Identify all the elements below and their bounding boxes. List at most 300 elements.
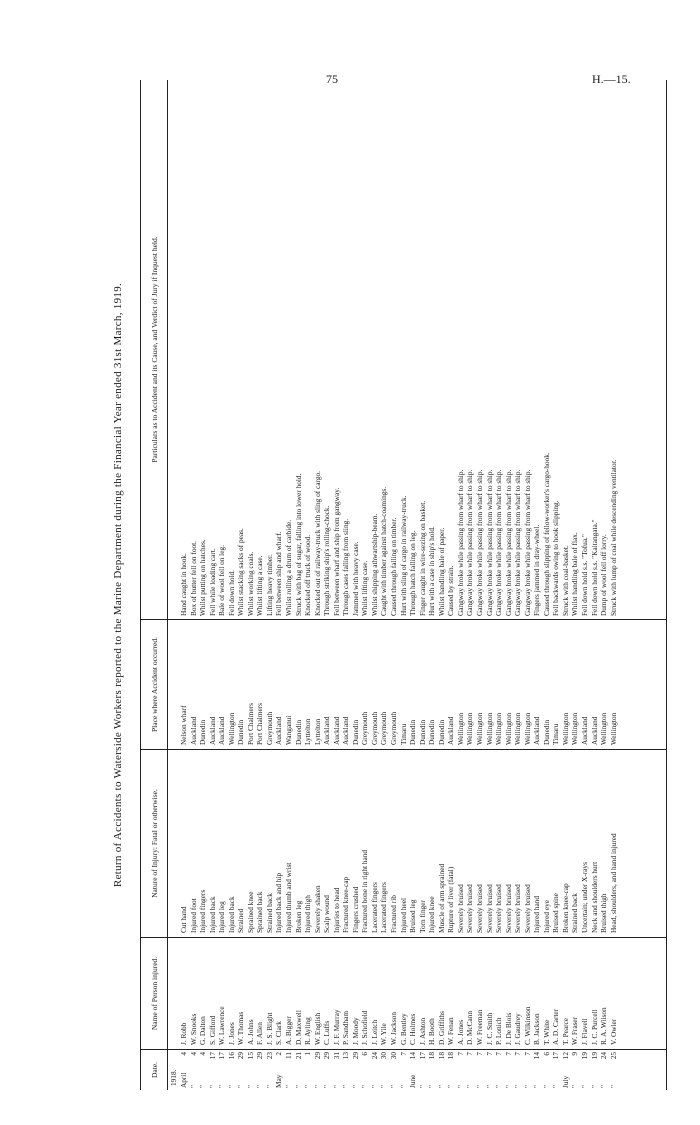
row-place: Greymouth — [369, 711, 379, 745]
table-body — [169, 80, 618, 1090]
row-name: J. Schofield — [360, 1010, 370, 1045]
row-day: 29 — [255, 1052, 265, 1060]
row-particulars: Lifting heavy timber. — [264, 554, 274, 616]
table-row — [609, 80, 619, 1090]
row-place: Dunedin — [350, 719, 360, 745]
row-day: 6 — [541, 1052, 551, 1056]
row-particulars: Struck with coal-basket. — [560, 545, 570, 616]
row-particulars: Hand caught in hook. — [179, 553, 188, 616]
row-day: 23 — [264, 1052, 274, 1060]
table-row — [465, 80, 475, 1090]
row-month: " — [198, 1085, 208, 1088]
row-particulars: Gangway broke while passing from wharf to ship. — [503, 469, 513, 616]
row-particulars: Through hatch falling on leg. — [408, 530, 418, 616]
row-day: 24 — [599, 1052, 609, 1060]
table-header — [141, 80, 168, 1090]
row-day: 7 — [484, 1052, 494, 1056]
table-row — [580, 80, 590, 1090]
row-day: 7 — [465, 1052, 475, 1056]
row-place: Greymouth — [360, 711, 370, 745]
row-particulars: Hurt with a case in ship's hold. — [427, 526, 437, 616]
row-day: 29 — [312, 1052, 322, 1060]
row-injury: Injuries to head — [331, 887, 341, 933]
row-name: G. Bentley — [398, 1013, 408, 1045]
row-month: " — [551, 1085, 561, 1088]
row-injury: Sprained back — [255, 891, 265, 933]
table-row — [332, 80, 342, 1090]
row-injury: Injured knee — [427, 896, 437, 933]
table-row — [570, 80, 580, 1090]
row-injury: Head, shoulders, and hand injured — [608, 833, 618, 933]
row-place: Port Chalmers — [245, 703, 255, 745]
row-day: 2 — [274, 1052, 284, 1056]
row-name: J. C. Smith — [484, 1012, 494, 1045]
row-particulars: Fell between wharf and ship from gangway. — [331, 487, 341, 616]
row-month: " — [341, 1085, 351, 1088]
row-month: " — [599, 1085, 609, 1088]
table-row — [542, 80, 552, 1090]
row-month: " — [303, 1085, 313, 1088]
row-name: D. Griffiths — [436, 1011, 446, 1045]
row-place: Wellington — [474, 712, 484, 745]
row-particulars: Through cases falling from sling. — [341, 518, 351, 616]
row-day: 14 — [532, 1052, 542, 1060]
row-place: Auckland — [589, 716, 599, 745]
row-place: Dunedin — [541, 719, 551, 745]
row-injury: Scalp wound — [322, 895, 332, 933]
row-day: 29 — [236, 1052, 246, 1060]
row-place: Wellington — [560, 712, 570, 745]
row-injury: Injured thumb and wrist — [284, 862, 294, 933]
row-place: Greymouth — [379, 711, 389, 745]
row-injury: Torn finger — [417, 900, 427, 933]
table-row — [399, 80, 409, 1090]
row-place: Auckland — [341, 716, 351, 745]
row-place: Dunedin — [293, 719, 303, 745]
row-place: Wanganui — [284, 715, 294, 745]
accidents-table — [140, 80, 667, 1090]
row-month: " — [570, 1085, 580, 1088]
header-particulars: Particulars as to Accident and its Cause, and Verdict of Jury if Inquest held. — [141, 80, 167, 620]
table-row — [379, 80, 389, 1090]
row-place: Greymouth — [264, 711, 274, 745]
row-name: R. A. Wilson — [599, 1007, 609, 1045]
table-row — [408, 80, 418, 1090]
row-month: " — [513, 1085, 523, 1088]
row-injury: Lacerated fingers — [379, 882, 389, 933]
row-particulars: Through striking ship's rolling-chock. — [322, 505, 332, 616]
row-injury: Severely bruised — [503, 884, 513, 933]
row-name: W. Jackson — [389, 1012, 399, 1045]
table-row — [523, 80, 533, 1090]
table-row — [561, 80, 571, 1090]
row-particulars: Struck with lump of coal while descending ventilator. — [608, 459, 618, 616]
row-injury: Muscle of arm sprained — [436, 863, 446, 933]
row-day: 7 — [455, 1052, 465, 1056]
row-injury: Injured heel — [398, 897, 408, 933]
row-name: G. Dalton — [198, 1016, 208, 1045]
row-place: Wellington — [226, 712, 236, 745]
row-name: J. Leitch — [369, 1019, 379, 1045]
row-day: 7 — [503, 1052, 513, 1056]
row-month: " — [369, 1085, 379, 1088]
table-row — [303, 80, 313, 1090]
table-row — [485, 80, 495, 1090]
row-particulars: Whilst lifting case. — [360, 560, 370, 616]
row-month: " — [293, 1085, 303, 1088]
row-injury: Severely bruised — [484, 884, 494, 933]
row-injury: Broken leg — [293, 900, 303, 933]
table-row — [217, 80, 227, 1090]
table-row — [437, 80, 447, 1090]
row-day: 21 — [293, 1052, 303, 1060]
row-name: S. Clark — [274, 1021, 284, 1045]
row-month: " — [436, 1085, 446, 1088]
row-injury: Sprained knee — [245, 891, 255, 933]
row-month: " — [312, 1085, 322, 1088]
row-month: " — [188, 1085, 198, 1088]
row-name: F. Allen — [255, 1022, 265, 1045]
row-month: " — [389, 1085, 399, 1088]
year-row — [169, 80, 179, 1090]
row-month: " — [494, 1085, 504, 1088]
row-day: 17 — [417, 1052, 427, 1060]
table-title: Return of Accidents to Waterside Workers reported to the Marine Department during the Financial Year ended 31st March, 1919. — [112, 282, 124, 888]
row-name: J. C. Purcell — [589, 1009, 599, 1045]
table-row — [246, 80, 256, 1090]
row-day: 17 — [217, 1052, 227, 1060]
row-month: " — [284, 1085, 294, 1088]
table-row — [427, 80, 437, 1090]
row-particulars: Gangway broke while passing from wharf to ship. — [455, 469, 465, 616]
table-row — [456, 80, 466, 1090]
row-day: 7 — [494, 1052, 504, 1056]
row-particulars: Gangway broke while passing from wharf to ship. — [513, 469, 523, 616]
row-day: 30 — [379, 1052, 389, 1060]
table-row — [360, 80, 370, 1090]
table-row — [198, 80, 208, 1090]
row-day: 18 — [427, 1052, 437, 1060]
row-particulars: Fell while loading cart. — [207, 548, 217, 616]
row-injury: Rupture of liver (fatal) — [446, 866, 456, 933]
row-month: April — [179, 1072, 188, 1088]
row-day: 9 — [570, 1052, 580, 1056]
row-injury: Severely bruised — [522, 884, 532, 933]
row-place: Auckland — [188, 716, 198, 745]
row-place: Wellington — [494, 712, 504, 745]
row-place: Port Chalmers — [255, 703, 265, 745]
table-row — [599, 80, 609, 1090]
table-row — [590, 80, 600, 1090]
row-injury: Fractured rib — [389, 895, 399, 933]
row-month: " — [255, 1085, 265, 1088]
row-place: Wellington — [522, 712, 532, 745]
row-name: J. Jones — [226, 1022, 236, 1045]
row-injury: Fractured knee-cap — [341, 876, 351, 933]
row-name: W. Freeman — [474, 1009, 484, 1045]
row-name: A. Johns — [245, 1019, 255, 1045]
row-place: Timaru — [398, 723, 408, 745]
row-month: " — [379, 1085, 389, 1088]
header-place: Place where Accident occurred. — [141, 620, 167, 750]
row-place: Dunedin — [198, 719, 208, 745]
row-injury: Strained back — [570, 893, 580, 933]
row-name: J. S. Blight — [264, 1012, 274, 1045]
table-row — [265, 80, 275, 1090]
table-row — [494, 80, 504, 1090]
row-particulars: Gangway broke while passing from wharf to ship. — [522, 469, 532, 616]
row-place: Lyttelton — [312, 718, 322, 745]
table-row — [236, 80, 246, 1090]
row-particulars: Whilst shipping athwartship-beam. — [369, 513, 379, 616]
row-particulars: Caused through falling on timber. — [389, 517, 399, 616]
row-name: W. Lawrence — [217, 1006, 227, 1045]
row-injury: Severely bruised — [465, 884, 475, 933]
row-month: " — [350, 1085, 360, 1088]
row-particulars: Gangway broke while passing from wharf to ship. — [494, 469, 504, 616]
row-day: 30 — [389, 1052, 399, 1060]
table-row — [418, 80, 428, 1090]
row-day: 17 — [551, 1052, 561, 1060]
row-particulars: Fell down hold s.s. "Tofua." — [579, 534, 589, 616]
row-injury: Neck and shoulders hurt — [589, 861, 599, 933]
row-name: W. Yile — [379, 1023, 389, 1045]
table-row — [370, 80, 380, 1090]
row-place: Dunedin — [408, 719, 418, 745]
accidents-return-table-page — [112, 80, 672, 1090]
table-row — [294, 80, 304, 1090]
row-name: J. Robb — [179, 1022, 188, 1045]
row-particulars: Caused through slipping of fellow-worker's cargo-hook. — [541, 452, 551, 616]
row-injury: Strained — [236, 908, 246, 933]
row-place: Timaru — [551, 723, 561, 745]
year-label: 1918. — [169, 1069, 178, 1086]
row-injury: Severely shaken — [312, 885, 322, 933]
row-day: 4 — [179, 1052, 188, 1056]
row-place: Wellington — [513, 712, 523, 745]
table-row — [255, 80, 265, 1090]
table-row — [351, 80, 361, 1090]
row-day: 13 — [341, 1052, 351, 1060]
row-injury: Uncertain; under X-rays — [579, 862, 589, 933]
row-place: Nelson wharf — [179, 705, 188, 745]
row-name: D. Maxwell — [293, 1010, 303, 1045]
row-day: 7 — [522, 1052, 532, 1056]
row-injury: Broken knee-cap — [560, 883, 570, 933]
row-particulars: Whilst working coals. — [245, 551, 255, 616]
row-day: 7 — [513, 1052, 523, 1056]
row-day: 1 — [303, 1052, 313, 1056]
row-name: J. Flavell — [579, 1018, 589, 1045]
row-injury: Cut hand — [179, 906, 188, 933]
row-place: Wellington — [599, 712, 609, 745]
row-name: R. Ayling — [303, 1017, 313, 1045]
row-day: 18 — [446, 1052, 456, 1060]
row-day: 7 — [474, 1052, 484, 1056]
row-month: " — [427, 1085, 437, 1088]
row-day: 17 — [207, 1052, 217, 1060]
row-month: " — [226, 1085, 236, 1088]
row-particulars: Whilst putting on hatches. — [198, 539, 208, 616]
row-month: " — [331, 1085, 341, 1088]
table-row — [284, 80, 294, 1090]
row-place: Auckland — [322, 716, 332, 745]
row-day: 4 — [188, 1052, 198, 1056]
row-day: 18 — [436, 1052, 446, 1060]
row-particulars: Bale of wool fell on leg. — [217, 545, 227, 616]
row-place: Auckland — [532, 716, 542, 745]
row-name: S. Gifford — [207, 1015, 217, 1045]
row-particulars: Knocked off truck of wood. — [303, 534, 313, 616]
row-month: " — [484, 1085, 494, 1088]
row-month: " — [608, 1085, 618, 1088]
row-place: Wellington — [484, 712, 494, 745]
row-name: A. D. Carter — [551, 1008, 561, 1045]
row-name: W. Thomas — [236, 1011, 246, 1045]
table-row — [446, 80, 456, 1090]
row-particulars: Fell between ship and wharf. — [274, 531, 284, 616]
row-name: W. Fenan — [446, 1017, 456, 1045]
row-particulars: Knocked out of railway-truck with sling of cargo. — [312, 471, 322, 616]
row-particulars: Dump of wool fell off lorry. — [599, 534, 609, 616]
table-row — [513, 80, 523, 1090]
row-name: W. Snooks — [188, 1013, 198, 1045]
row-month: " — [474, 1085, 484, 1088]
row-place: Dunedin — [436, 719, 446, 745]
row-particulars: Whilst handling bale of paper. — [436, 527, 446, 616]
table-row — [341, 80, 351, 1090]
row-day: 24 — [369, 1052, 379, 1060]
row-name: J. Gaudrey — [513, 1013, 523, 1045]
row-month: " — [322, 1085, 332, 1088]
row-month: May — [274, 1074, 284, 1088]
row-month: " — [522, 1085, 532, 1088]
row-day: 12 — [560, 1052, 570, 1060]
row-place: Auckland — [217, 716, 227, 745]
header-name: Name of Person injured. — [141, 938, 167, 1050]
table-row — [179, 80, 189, 1090]
row-particulars: Fell down hold s.s. "Kaitangata." — [589, 519, 599, 616]
row-month: " — [245, 1085, 255, 1088]
row-injury: Injured fingers — [198, 889, 208, 933]
row-injury: Severely bruised — [494, 884, 504, 933]
row-injury: Bruised thigh — [599, 893, 609, 933]
row-name: J. De Blois — [503, 1012, 513, 1045]
row-name: C. Luffs — [322, 1020, 332, 1045]
row-particulars: Finger caught in wire-sezing on basket. — [417, 500, 427, 616]
table-row — [227, 80, 237, 1090]
row-particulars: Struck with bag of sugar, falling into lower hold. — [293, 473, 303, 616]
row-name: T. White — [541, 1019, 551, 1045]
table-row — [504, 80, 514, 1090]
row-place: Dunedin — [417, 719, 427, 745]
row-day: 25 — [608, 1052, 618, 1060]
row-place: Wellington — [455, 712, 465, 745]
row-day: 19 — [579, 1052, 589, 1060]
row-place: Auckland — [207, 716, 217, 745]
row-injury: Injured back and hip — [274, 872, 284, 933]
row-particulars: Box of butter fell on foot. — [188, 541, 198, 616]
row-month: " — [589, 1085, 599, 1088]
row-injury: Injured eye — [541, 899, 551, 933]
row-month: " — [417, 1085, 427, 1088]
row-day: 4 — [198, 1052, 208, 1056]
row-particulars: Caught with timber against hatch-coamings. — [379, 486, 389, 616]
row-name: V. Owler — [608, 1018, 618, 1045]
row-place: Dunedin — [427, 719, 437, 745]
row-place: Lyttelton — [303, 718, 313, 745]
page-number: 75 — [326, 72, 338, 86]
row-name: C. Wilkinson — [522, 1006, 532, 1045]
row-month: " — [503, 1085, 513, 1088]
row-day: 15 — [245, 1052, 255, 1060]
page-reference: H.—15. — [592, 72, 631, 86]
table-row — [322, 80, 332, 1090]
row-place: Auckland — [274, 716, 284, 745]
row-particulars: Fingers jammed in dray-wheel. — [532, 524, 542, 616]
table-row — [389, 80, 399, 1090]
table-row — [313, 80, 323, 1090]
row-month: " — [465, 1085, 475, 1088]
row-particulars: Fell down hold. — [226, 569, 236, 616]
row-month: " — [264, 1085, 274, 1088]
row-day: 29 — [322, 1052, 332, 1060]
table-row — [189, 80, 199, 1090]
row-name: J. F. Murray — [331, 1009, 341, 1045]
row-injury: Bruised leg — [408, 899, 418, 933]
row-name: W. Fraser — [570, 1016, 580, 1045]
row-month: " — [579, 1085, 589, 1088]
row-month: " — [446, 1085, 456, 1088]
row-name: D. McCann — [465, 1010, 475, 1045]
row-name: J. Ashton — [417, 1017, 427, 1045]
row-place: Auckland — [331, 716, 341, 745]
row-injury: Fingers crushed — [350, 886, 360, 933]
row-month: July — [560, 1075, 570, 1088]
row-name: H. Booth — [427, 1018, 437, 1045]
row-place: Wellington — [465, 712, 475, 745]
row-particulars: Whilst stacking sacks of peas. — [236, 528, 246, 616]
row-place: Greymouth — [389, 711, 399, 745]
row-day: 31 — [331, 1052, 341, 1060]
row-day: 6 — [360, 1052, 370, 1056]
row-name: W. English — [312, 1012, 322, 1045]
row-particulars: Fell backwards owing to hook slipping. — [551, 500, 561, 616]
row-day: 19 — [589, 1052, 599, 1060]
row-place: Auckland — [446, 716, 456, 745]
row-injury: Injured hand — [532, 895, 542, 933]
row-day: 14 — [408, 1052, 418, 1060]
row-injury: Strained back — [264, 893, 274, 933]
row-injury: Lacerated fingers — [369, 882, 379, 933]
row-day: 29 — [350, 1052, 360, 1060]
row-name: P. Lonich — [494, 1017, 504, 1045]
row-month: " — [217, 1085, 227, 1088]
row-injury: Bruised spine — [551, 893, 561, 933]
row-name: B. Jackson — [532, 1013, 542, 1045]
row-injury: Severely bruised — [455, 884, 465, 933]
row-place: Dunedin — [236, 719, 246, 745]
table-row — [475, 80, 485, 1090]
row-injury: Severely bruised — [474, 884, 484, 933]
header-injury: Nature of Injury: Fatal or otherwise. — [141, 750, 167, 938]
row-name: J. Moody — [350, 1017, 360, 1045]
row-particulars: Jammed with heavy case. — [350, 541, 360, 616]
row-particulars: Gangway broke while passing from wharf to ship. — [484, 469, 494, 616]
row-place: Wellington — [608, 712, 618, 745]
row-month: " — [541, 1085, 551, 1088]
table-row — [274, 80, 284, 1090]
